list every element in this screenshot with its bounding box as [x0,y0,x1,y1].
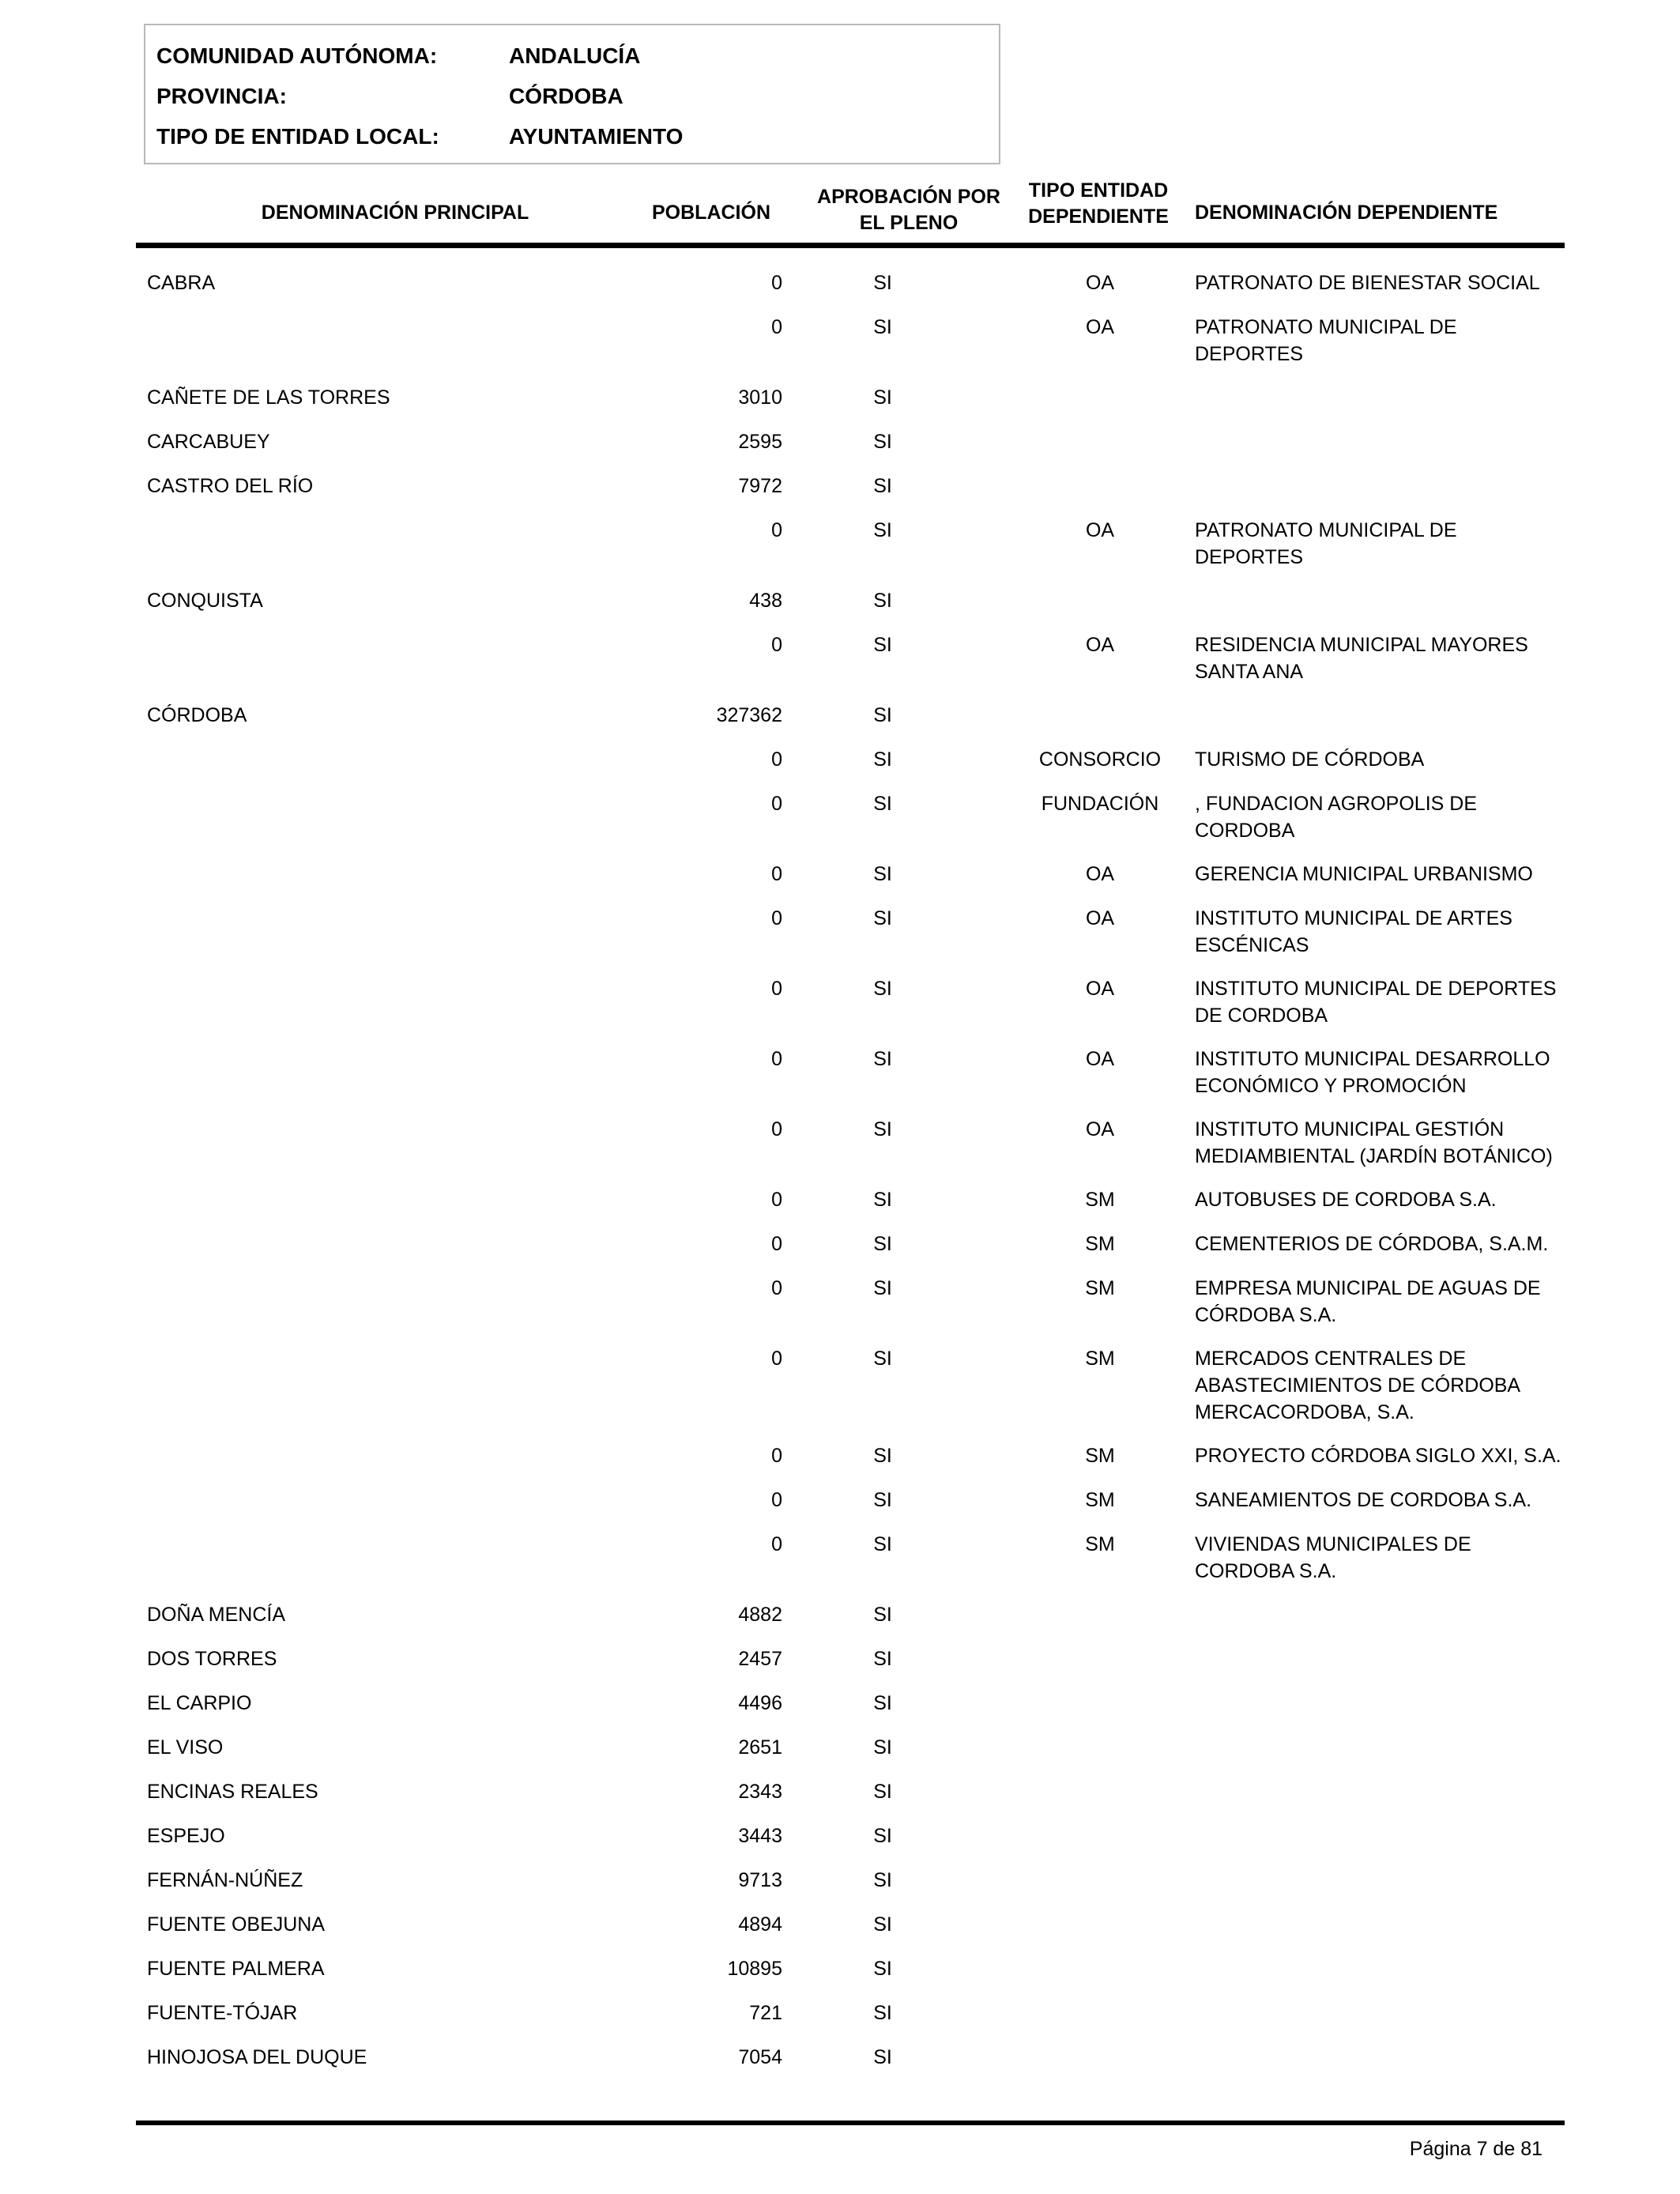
comunidad-label: COMUNIDAD AUTÓNOMA: [156,43,438,68]
row-denominacion: FUENTE-TÓJAR [147,2002,298,2024]
row-poblacion: 0 [771,793,782,815]
row-aprobacion: SI [873,1233,892,1255]
row-aprobacion: SI [873,1489,892,1511]
row-aprobacion: SI [873,1781,892,1803]
row-denominacion: DOÑA MENCÍA [147,1604,286,1626]
row-poblacion: 2343 [738,1781,782,1803]
row-tipo-entidad: OA [1085,863,1115,885]
row-denominacion-dependiente: CEMENTERIOS DE CÓRDOBA, S.A.M. [1195,1233,1549,1255]
row-denominacion: EL VISO [147,1736,224,1759]
row-aprobacion: SI [873,1736,892,1759]
row-denominacion-dependiente: PATRONATO MUNICIPAL DE DEPORTES [1195,519,1457,568]
row-aprobacion: SI [873,590,892,612]
row-poblacion: 721 [749,2002,782,2024]
row-denominacion: ESPEJO [147,1825,225,1847]
row-poblacion: 0 [771,1348,782,1370]
row-poblacion: 3010 [738,386,782,409]
row-poblacion: 0 [771,1533,782,1555]
row-aprobacion: SI [873,634,892,656]
row-denominacion-dependiente: EMPRESA MUNICIPAL DE AGUAS DE CÓRDOBA S.A. [1195,1277,1541,1326]
row-aprobacion: SI [873,704,892,726]
row-aprobacion: SI [873,519,892,541]
row-denominacion-dependiente: VIVIENDAS MUNICIPALES DE CORDOBA S.A. [1195,1533,1471,1582]
row-poblacion: 3443 [738,1825,782,1847]
row-denominacion: CABRA [147,272,216,294]
row-denominacion: FUENTE OBEJUNA [147,1913,326,1936]
row-aprobacion: SI [873,793,892,815]
row-tipo-entidad: OA [1085,978,1115,1000]
row-poblacion: 4882 [738,1604,782,1626]
row-aprobacion: SI [873,1533,892,1555]
tipo-entidad-value: AYUNTAMIENTO [509,124,684,149]
col-denominacion-dependiente: DENOMINACIÓN DEPENDIENTE [1195,202,1498,224]
row-poblacion: 0 [771,272,782,294]
provincia-label: PROVINCIA: [156,84,287,108]
row-denominacion-dependiente: AUTOBUSES DE CORDOBA S.A. [1195,1189,1497,1211]
row-tipo-entidad: OA [1085,1118,1115,1140]
row-aprobacion: SI [873,1958,892,1980]
row-aprobacion: SI [873,431,892,453]
row-aprobacion: SI [873,272,892,294]
row-poblacion: 438 [749,590,782,612]
row-tipo-entidad: OA [1085,1048,1115,1070]
row-tipo-entidad: OA [1085,519,1115,541]
row-aprobacion: SI [873,1692,892,1714]
row-poblacion: 0 [771,1189,782,1211]
row-aprobacion: SI [873,863,892,885]
row-poblacion: 10895 [727,1958,782,1980]
row-poblacion: 0 [771,748,782,771]
row-denominacion: CÓRDOBA [147,704,247,726]
row-tipo-entidad: SM [1085,1445,1115,1467]
row-aprobacion: SI [873,1189,892,1211]
row-denominacion: DOS TORRES [147,1648,277,1670]
row-poblacion: 7972 [738,475,782,497]
col-tipo-line1: TIPO ENTIDAD [1028,179,1169,202]
row-tipo-entidad: OA [1085,316,1115,338]
col-tipo-line2: DEPENDIENTE [1028,205,1169,228]
row-tipo-entidad: SM [1085,1533,1115,1555]
row-aprobacion: SI [873,1825,892,1847]
row-aprobacion: SI [873,748,892,771]
row-poblacion: 0 [771,519,782,541]
col-tipo-entidad [1011,178,1185,230]
row-poblacion: 2651 [738,1736,782,1759]
row-aprobacion: SI [873,316,892,338]
col-aprobacion-line1: APROBACIÓN POR [817,186,1000,208]
entity-header-box [144,24,1000,164]
row-tipo-entidad: CONSORCIO [1038,748,1162,771]
row-tipo-entidad: FUNDACIÓN [1041,793,1159,815]
row-denominacion: FUENTE PALMERA [147,1958,325,1980]
row-poblacion: 0 [771,634,782,656]
row-poblacion: 2457 [738,1648,782,1670]
footer-rule [136,2120,1565,2125]
row-denominacion-dependiente: TURISMO DE CÓRDOBA [1195,748,1425,771]
col-aprobacion-line2: EL PLENO [859,212,959,234]
row-denominacion: CASTRO DEL RÍO [147,475,314,497]
row-denominacion-dependiente: GERENCIA MUNICIPAL URBANISMO [1195,863,1533,885]
row-aprobacion: SI [873,2046,892,2068]
row-poblacion: 0 [771,1118,782,1140]
row-aprobacion: SI [873,978,892,1000]
row-poblacion: 9713 [738,1869,782,1891]
row-denominacion: CARCABUEY [147,431,270,453]
row-poblacion: 4496 [738,1692,782,1714]
row-denominacion: FERNÁN-NÚÑEZ [147,1869,303,1891]
row-tipo-entidad: SM [1085,1489,1115,1511]
col-aprobacion-pleno [814,184,1004,236]
tipo-entidad-label: TIPO DE ENTIDAD LOCAL: [156,124,439,149]
row-aprobacion: SI [873,1048,892,1070]
row-poblacion: 0 [771,863,782,885]
row-aprobacion: SI [873,1604,892,1626]
row-denominacion-dependiente: MERCADOS CENTRALES DE ABASTECIMIENTOS DE CÓRDOBA MERCACORDOBA, S.A. [1195,1348,1520,1423]
row-poblacion: 7054 [738,2046,782,2068]
row-aprobacion: SI [873,1118,892,1140]
row-denominacion-dependiente: INSTITUTO MUNICIPAL DE DEPORTES DE CORDOBA [1195,978,1557,1027]
col-poblacion: POBLACIÓN [652,202,770,224]
row-tipo-entidad: SM [1085,1277,1115,1299]
page-number: Página 7 de 81 [1409,2138,1543,2160]
row-denominacion-dependiente: INSTITUTO MUNICIPAL DESARROLLO ECONÓMICO Y PROMOCIÓN [1195,1048,1550,1097]
row-denominacion-dependiente: , FUNDACION AGROPOLIS DE CORDOBA [1195,793,1478,842]
row-poblacion: 4894 [738,1913,782,1936]
row-denominacion-dependiente: PATRONATO DE BIENESTAR SOCIAL [1195,272,1540,294]
row-poblacion: 0 [771,316,782,338]
row-aprobacion: SI [873,386,892,409]
row-denominacion-dependiente: RESIDENCIA MUNICIPAL MAYORES SANTA ANA [1195,634,1528,683]
row-aprobacion: SI [873,1869,892,1891]
row-aprobacion: SI [873,1445,892,1467]
row-denominacion: ENCINAS REALES [147,1781,318,1803]
row-poblacion: 2595 [738,431,782,453]
row-denominacion-dependiente: SANEAMIENTOS DE CORDOBA S.A. [1195,1489,1532,1511]
row-poblacion: 0 [771,1233,782,1255]
row-poblacion: 327362 [716,704,782,726]
row-denominacion-dependiente: PATRONATO MUNICIPAL DE DEPORTES [1195,316,1457,365]
row-aprobacion: SI [873,2002,892,2024]
row-denominacion-dependiente: INSTITUTO MUNICIPAL DE ARTES ESCÉNICAS [1195,907,1512,956]
row-poblacion: 0 [771,1445,782,1467]
row-aprobacion: SI [873,1648,892,1670]
row-denominacion: HINOJOSA DEL DUQUE [147,2046,367,2068]
row-aprobacion: SI [873,907,892,929]
row-poblacion: 0 [771,1277,782,1299]
row-tipo-entidad: SM [1085,1348,1115,1370]
row-aprobacion: SI [873,1348,892,1370]
provincia-value: CÓRDOBA [509,84,623,108]
row-poblacion: 0 [771,1048,782,1070]
row-denominacion: EL CARPIO [147,1692,252,1714]
row-tipo-entidad: SM [1085,1189,1115,1211]
comunidad-value: ANDALUCÍA [509,43,641,68]
row-tipo-entidad: OA [1085,907,1115,929]
col-denominacion-principal: DENOMINACIÓN PRINCIPAL [261,202,529,224]
row-tipo-entidad: OA [1085,634,1115,656]
row-aprobacion: SI [873,475,892,497]
row-poblacion: 0 [771,978,782,1000]
row-denominacion: CONQUISTA [147,590,263,612]
table-header-rule [136,243,1565,248]
row-poblacion: 0 [771,1489,782,1511]
row-denominacion-dependiente: INSTITUTO MUNICIPAL GESTIÓN MEDIAMBIENTAL (JARDÍN BOTÁNICO) [1195,1118,1553,1167]
row-poblacion: 0 [771,907,782,929]
row-aprobacion: SI [873,1277,892,1299]
row-aprobacion: SI [873,1913,892,1936]
row-tipo-entidad: OA [1085,272,1115,294]
row-denominacion: CAÑETE DE LAS TORRES [147,386,390,409]
row-denominacion-dependiente: PROYECTO CÓRDOBA SIGLO XXI, S.A. [1195,1445,1561,1467]
row-tipo-entidad: SM [1085,1233,1115,1255]
